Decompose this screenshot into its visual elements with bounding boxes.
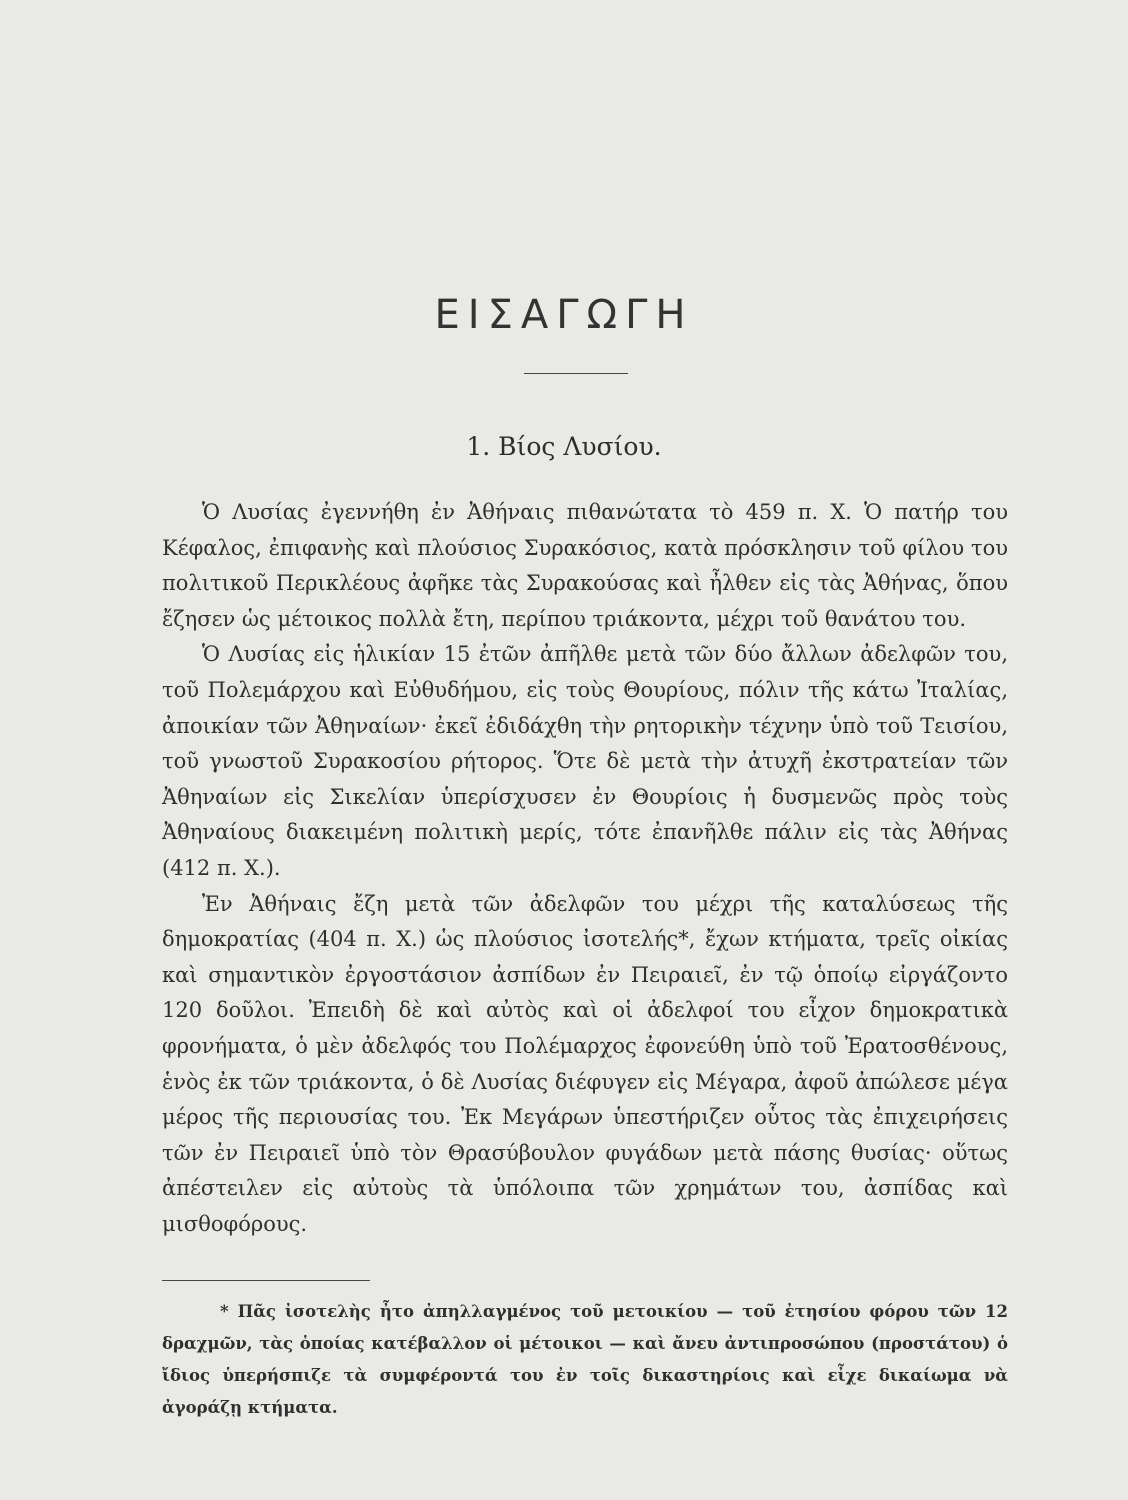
footnote-divider — [162, 1280, 370, 1281]
page-title: ΕΙΣΑΓΩΓΗ — [434, 292, 694, 338]
title-divider — [524, 373, 628, 374]
footnote: * Πᾶς ἰσοτελὴς ἦτο ἀπηλλαγμένος τοῦ μετοικίου — τοῦ ἐτησίου φόρου τῶν 12 δραχμῶν, τὰς ὁποίας κατέβαλλον οἱ μέτοικοι — καὶ ἄνευ ἀντιπροσώπου (προστάτου) ὁ ἴδιος ὑπερήσπιζε τὰ συμφέροντά του ἐν τοῖς δικαστηρίοις καὶ εἶχε δικαίωμα νὰ ἀγοράζῃ κτήματα. — [162, 1302, 1008, 1417]
paragraph: Ὁ Λυσίας ἐγεννήθη ἐν Ἀθήναις πιθανώτατα τὸ 459 π. Χ. Ὁ πατήρ του Κέφαλος, ἐπιφανὴς καὶ πλούσιος Συρακόσιος, κατὰ πρόσκλησιν τοῦ φίλου του πολιτικοῦ Περικλέους ἀφῆκε τὰς Συρακούσας καὶ ἦλθεν εἰς τὰς Ἀθήνας, ὅπου ἔζησεν ὡς μέτοικος πολλὰ ἔτη, περίπου τριάκοντα, μέχρι τοῦ θανάτου του. — [162, 500, 1008, 631]
paragraph: Ὁ Λυσίας εἰς ἡλικίαν 15 ἐτῶν ἀπῆλθε μετὰ τῶν δύο ἄλλων ἀδελφῶν του, τοῦ Πολεμάρχου καὶ Εὐθυδήμου, εἰς τοὺς Θουρίους, πόλιν τῆς κάτω Ἰταλίας, ἀποικίαν τῶν Ἀθηναίων· ἐκεῖ ἐδιδάχθη τὴν ρητορικὴν τέχνην ὑπὸ τοῦ Τεισίου, τοῦ γνωστοῦ Συρακοσίου ρήτορος. Ὅτε δὲ μετὰ τὴν ἀτυχῆ ἐκστρατείαν τῶν Ἀθηναίων εἰς Σικελίαν ὑπερίσχυσεν ἐν Θουρίοις ἡ δυσμενῶς πρὸς τοὺς Ἀθηναίους διακειμένη πολιτικὴ μερίς, τότε ἐπανῆλθε πάλιν εἰς τὰς Ἀθήνας (412 π. Χ.). — [162, 642, 1008, 880]
section-heading: 1. Βίος Λυσίου. — [466, 432, 662, 461]
body-text — [162, 495, 1008, 1242]
paragraph: Ἐν Ἀθήναις ἔζη μετὰ τῶν ἀδελφῶν του μέχρι τῆς καταλύσεως τῆς δημοκρατίας (404 π. Χ.) ὡς πλούσιος ἰσοτελής*, ἔχων κτήματα, τρεῖς οἰκίας καὶ σημαντικὸν ἐργοστάσιον ἀσπίδων ἐν Πειραιεῖ, ἐν τῷ ὁποίῳ εἰργάζοντο 120 δοῦλοι. Ἐπειδὴ δὲ καὶ αὐτὸς καὶ οἱ ἀδελφοί του εἶχον δημοκρατικὰ φρονήματα, ὁ μὲν ἀδελφός του Πολέμαρχος ἐφονεύθη ὑπὸ τοῦ Ἐρατοσθένους, ἑνὸς ἐκ τῶν τριάκοντα, ὁ δὲ Λυσίας διέφυγεν εἰς Μέγαρα, ἀφοῦ ἀπώλεσε μέγα μέρος τῆς περιουσίας του. Ἐκ Μεγάρων ὑπεστήριζεν οὗτος τὰς ἐπιχειρήσεις τῶν ἐν Πειραιεῖ ὑπὸ τὸν Θρασύβουλον φυγάδων μετὰ πάσης θυσίας· οὕτως ἀπέστειλεν εἰς αὐτοὺς τὰ ὑπόλοιπα τῶν χρημάτων του, ἀσπίδας καὶ μισθοφόρους. — [162, 891, 1008, 1236]
